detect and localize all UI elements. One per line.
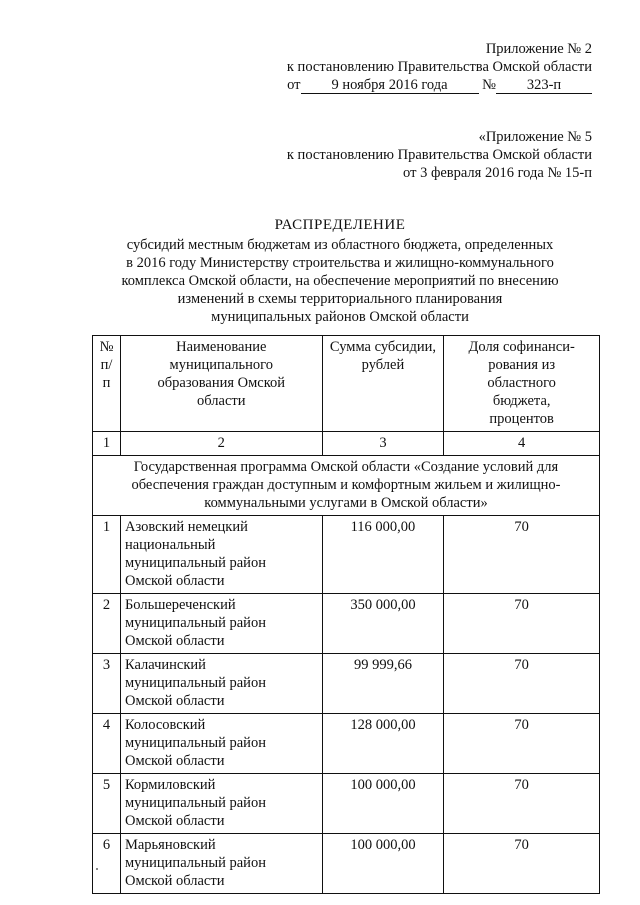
header-sum-line: рублей — [361, 357, 405, 373]
subsidy-amount: 350 000,00 — [322, 594, 444, 654]
municipality-name — [120, 516, 322, 594]
subsidy-table — [92, 335, 600, 894]
appendix-2-header — [287, 40, 592, 94]
header-num — [93, 336, 121, 432]
header-name-line: Наименование — [176, 339, 267, 355]
header-sum-line: Сумма субсидии, — [329, 339, 436, 355]
municipality-name — [120, 834, 322, 894]
scan-speck — [96, 868, 98, 870]
subsidy-amount: 99 999,66 — [322, 654, 444, 714]
heading-line-5: муниципальных районов Омской области — [211, 309, 469, 325]
header-share-line: Доля софинанси- — [468, 339, 575, 355]
table-row — [93, 834, 600, 894]
row-number: 5 — [93, 774, 121, 834]
program-line: обеспечения граждан доступным и комфортным жильем и жилищно- — [131, 477, 561, 493]
column-number: 4 — [444, 432, 600, 456]
heading-line-3: комплекса Омской области, на обеспечение мероприятий по внесению — [121, 273, 559, 289]
table-row — [93, 654, 600, 714]
header-name-line: образования Омской — [157, 375, 286, 391]
cofinancing-share: 70 — [444, 516, 600, 594]
row-number: 4 — [93, 714, 121, 774]
column-number: 3 — [322, 432, 444, 456]
municipality-name-line: муниципальный район — [124, 855, 266, 871]
municipality-name-line: Марьяновский — [124, 837, 216, 853]
row-number: 3 — [93, 654, 121, 714]
table-row — [93, 714, 600, 774]
municipality-name-line: Омской области — [124, 693, 225, 709]
header-num-line: п/п — [100, 357, 113, 391]
header-share-line: бюджета, — [492, 393, 551, 409]
column-number: 2 — [120, 432, 322, 456]
appendix-5-line3: от 3 февраля 2016 года № 15-п — [403, 165, 592, 181]
appendix-2-title: Приложение № 2 — [485, 41, 592, 57]
program-row — [93, 456, 600, 516]
municipality-name-line: национальный — [124, 537, 216, 553]
appendix-5-title: «Приложение № 5 — [478, 129, 592, 145]
subsidy-amount: 100 000,00 — [322, 774, 444, 834]
municipality-name-line: муниципальный район — [124, 555, 266, 571]
table-row — [93, 594, 600, 654]
municipality-name — [120, 774, 322, 834]
decree-date: 9 ноября 2016 года — [301, 78, 479, 94]
date-from-label: от — [287, 77, 301, 93]
municipality-name-line: муниципальный район — [124, 675, 266, 691]
header-name — [120, 336, 322, 432]
municipality-name-line: Кормиловский — [124, 777, 216, 793]
municipality-name-line: Калачинский — [124, 657, 206, 673]
appendix-5-header — [287, 128, 592, 182]
cofinancing-share: 70 — [444, 654, 600, 714]
heading-title: РАСПРЕДЕЛЕНИЕ — [274, 217, 406, 233]
header-share — [444, 336, 600, 432]
column-number: 1 — [93, 432, 121, 456]
decree-number: 323-п — [496, 78, 592, 94]
subsidy-amount: 128 000,00 — [322, 714, 444, 774]
municipality-name-line: Большереченский — [124, 597, 236, 613]
municipality-name-line: Омской области — [124, 873, 225, 889]
table-row — [93, 774, 600, 834]
program-title — [93, 456, 600, 516]
appendix-2-line2: к постановлению Правительства Омской области — [286, 59, 592, 75]
header-share-line: процентов — [489, 411, 554, 427]
municipality-name — [120, 594, 322, 654]
appendix-2-date-line — [287, 76, 592, 94]
cofinancing-share: 70 — [444, 774, 600, 834]
table-row — [93, 516, 600, 594]
heading-line-2: в 2016 году Министерству строительства и жилищно-коммунального — [126, 255, 554, 271]
row-number: 6 — [93, 834, 121, 894]
header-share-line: областного — [487, 375, 556, 391]
row-number: 2 — [93, 594, 121, 654]
subsidy-amount: 100 000,00 — [322, 834, 444, 894]
municipality-name-line: Колосовский — [124, 717, 206, 733]
program-line: Государственная программа Омской области «Создание условий для — [133, 459, 559, 475]
subsidy-amount: 116 000,00 — [322, 516, 444, 594]
cofinancing-share: 70 — [444, 714, 600, 774]
header-name-line: муниципального — [169, 357, 274, 373]
municipality-name — [120, 654, 322, 714]
header-num-line: № — [99, 339, 114, 355]
municipality-name-line: муниципальный район — [124, 615, 266, 631]
cofinancing-share: 70 — [444, 834, 600, 894]
document-heading — [100, 216, 580, 326]
municipality-name-line: муниципальный район — [124, 735, 266, 751]
cofinancing-share: 70 — [444, 594, 600, 654]
number-label: № — [482, 77, 496, 93]
header-share-line: рования из — [488, 357, 556, 373]
municipality-name-line: муниципальный район — [124, 795, 266, 811]
heading-line-4: изменений в схемы территориального планирования — [177, 291, 503, 307]
program-line: коммунальными услугами в Омской области» — [204, 495, 488, 511]
header-name-line: области — [197, 393, 246, 409]
row-number: 1 — [93, 516, 121, 594]
column-number-row — [93, 432, 600, 456]
heading-line-1: субсидий местным бюджетам из областного бюджета, определенных — [126, 237, 554, 253]
table-header-row — [93, 336, 600, 432]
municipality-name-line: Азовский немецкий — [124, 519, 248, 535]
appendix-5-line2: к постановлению Правительства Омской области — [286, 147, 592, 163]
municipality-name-line: Омской области — [124, 753, 225, 769]
municipality-name-line: Омской области — [124, 633, 225, 649]
municipality-name-line: Омской области — [124, 573, 225, 589]
municipality-name — [120, 714, 322, 774]
municipality-name-line: Омской области — [124, 813, 225, 829]
header-sum — [322, 336, 444, 432]
